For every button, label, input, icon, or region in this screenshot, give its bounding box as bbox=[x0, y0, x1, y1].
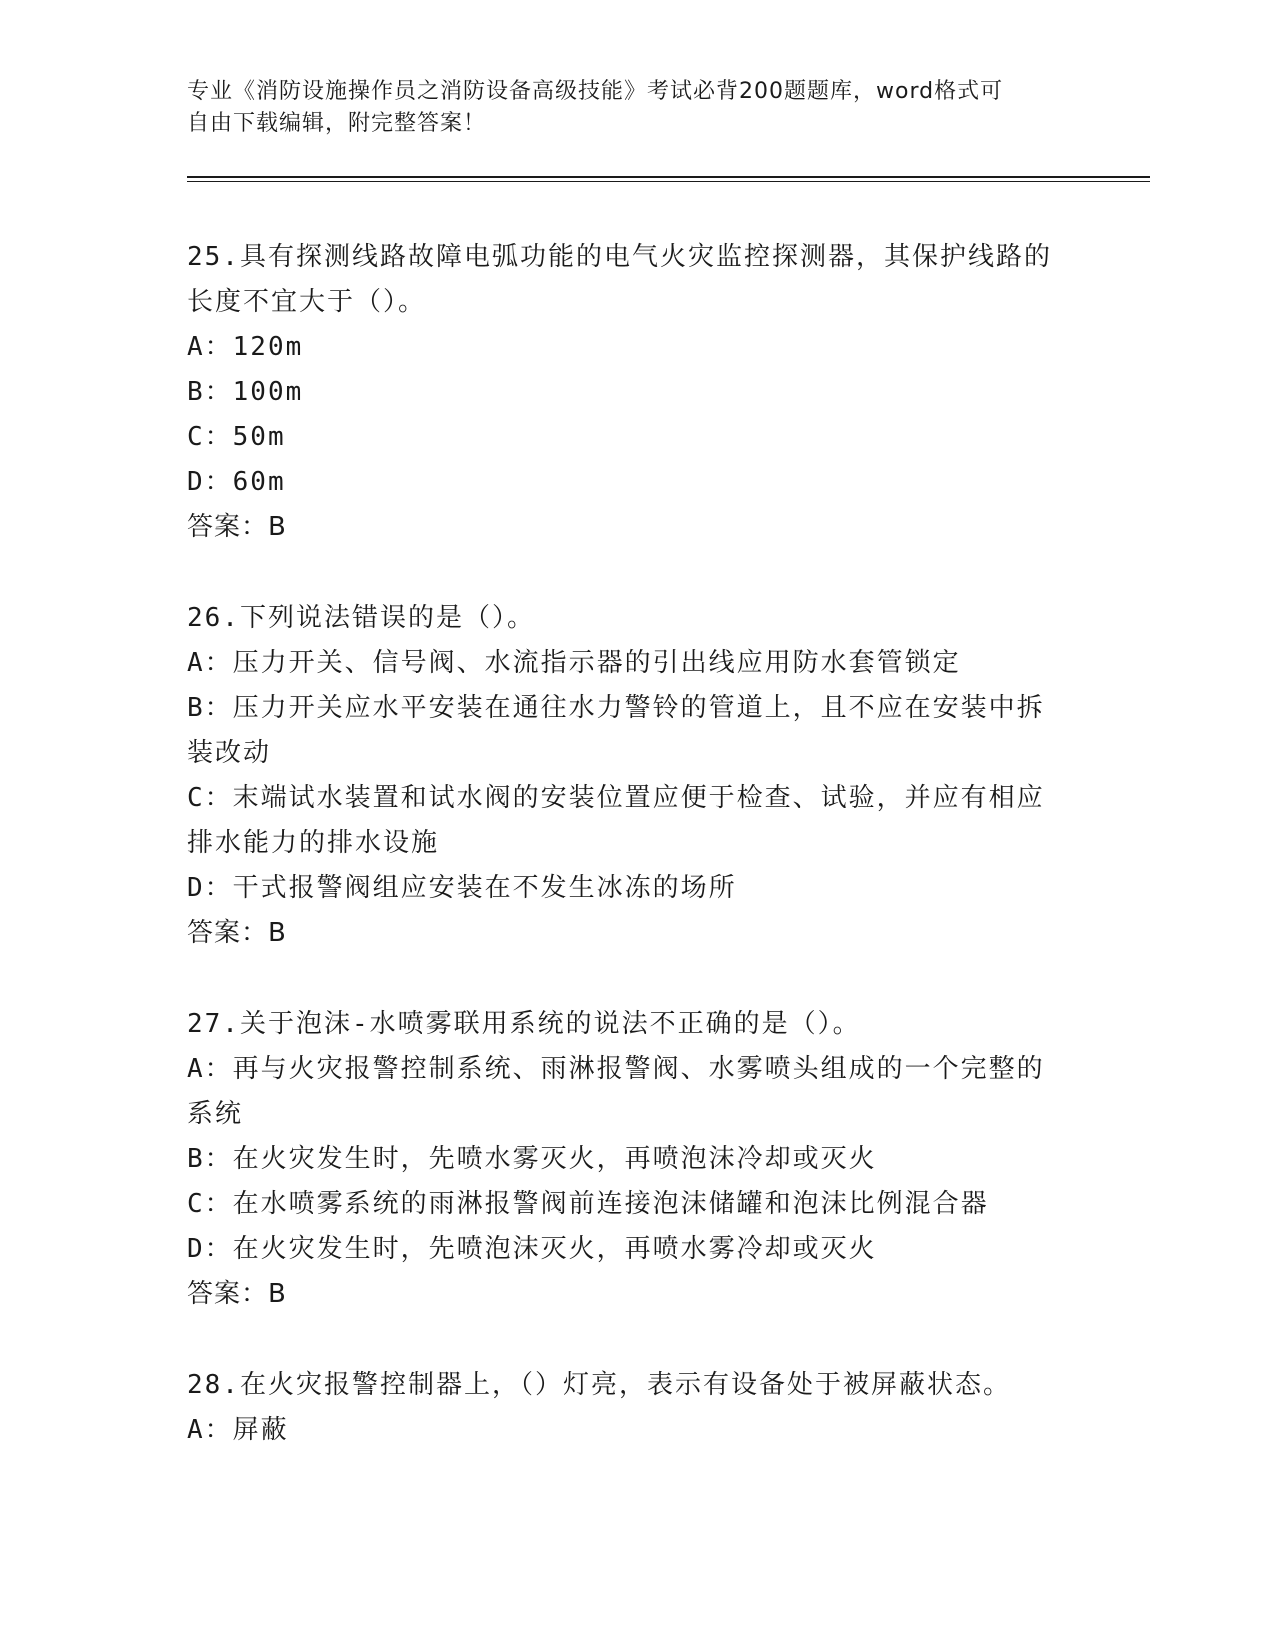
option-b: B：压力开关应水平安装在通往水力警铃的管道上，且不应在安装中拆 bbox=[187, 693, 1045, 723]
option-a: A：120m bbox=[187, 332, 304, 362]
answer-line: 答案：B bbox=[187, 1279, 287, 1309]
question-stem-line: 27.关于泡沫-水喷雾联用系统的说法不正确的是（）。 bbox=[187, 1009, 861, 1039]
option-b: B：100m bbox=[187, 377, 304, 407]
option-b: B：在火灾发生时，先喷水雾灭火，再喷泡沫冷却或灭火 bbox=[187, 1144, 877, 1174]
option-b-continuation: 装改动 bbox=[187, 738, 272, 768]
answer-line: 答案：B bbox=[187, 918, 287, 948]
option-c-continuation: 排水能力的排水设施 bbox=[187, 828, 440, 858]
option-d: D：干式报警阀组应安装在不发生冰冻的场所 bbox=[187, 873, 737, 903]
header-line-2: 自由下载编辑，附完整答案！ bbox=[187, 111, 487, 136]
question-28 bbox=[187, 1363, 1087, 1453]
question-27 bbox=[187, 1002, 1087, 1317]
answer-line: 答案：B bbox=[187, 512, 287, 542]
option-d: D：在火灾发生时，先喷泡沫灭火，再喷水雾冷却或灭火 bbox=[187, 1234, 877, 1264]
question-stem-line: 长度不宜大于（）。 bbox=[187, 287, 427, 317]
option-a: A：压力开关、信号阀、水流指示器的引出线应用防水套管锁定 bbox=[187, 648, 961, 678]
header-line-1: 专业《消防设施操作员之消防设备高级技能》考试必背200题题库，word格式可 bbox=[187, 79, 1004, 104]
option-a: A：屏蔽 bbox=[187, 1415, 289, 1445]
question-stem-line: 28.在火灾报警控制器上，（）灯亮，表示有设备处于被屏蔽状态。 bbox=[187, 1370, 1011, 1400]
option-d: D：60m bbox=[187, 467, 286, 497]
document-header bbox=[187, 76, 1087, 140]
header-divider-thick bbox=[187, 176, 1150, 178]
question-list bbox=[187, 235, 1087, 1499]
question-stem-line: 25.具有探测线路故障电弧功能的电气火灾监控探测器，其保护线路的 bbox=[187, 242, 1052, 272]
option-c: C：末端试水装置和试水阀的安装位置应便于检查、试验，并应有相应 bbox=[187, 783, 1045, 813]
option-a: A：再与火灾报警控制系统、雨淋报警阀、水雾喷头组成的一个完整的 bbox=[187, 1054, 1045, 1084]
option-a-continuation: 系统 bbox=[187, 1099, 244, 1129]
question-25 bbox=[187, 235, 1087, 550]
question-26 bbox=[187, 596, 1087, 956]
question-stem-line: 26.下列说法错误的是（）。 bbox=[187, 603, 535, 633]
header-divider-thin bbox=[187, 181, 1150, 182]
option-c: C：在水喷雾系统的雨淋报警阀前连接泡沫储罐和泡沫比例混合器 bbox=[187, 1189, 989, 1219]
option-c: C：50m bbox=[187, 422, 286, 452]
